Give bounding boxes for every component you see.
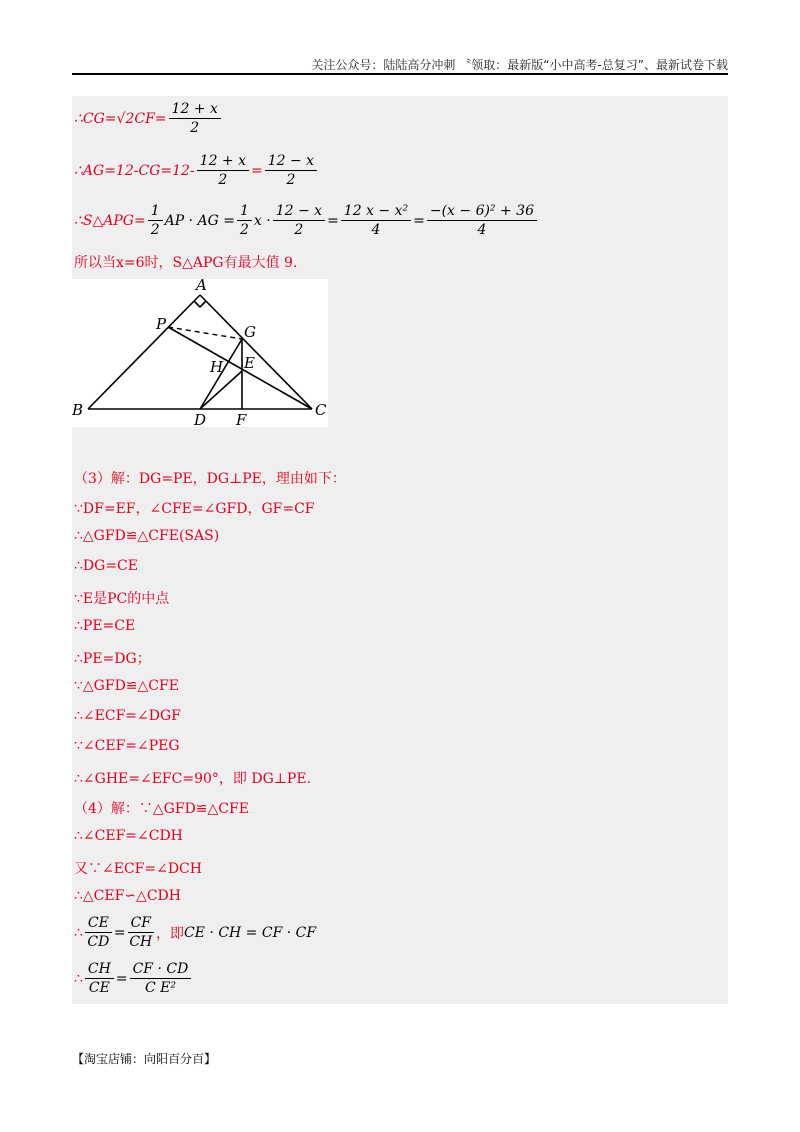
cg-equation bbox=[74, 100, 223, 137]
area-fraction-2 bbox=[237, 202, 252, 239]
ratio-fraction-2 bbox=[128, 914, 154, 951]
area-equation bbox=[74, 202, 539, 239]
cg-fraction-num: 12 + x bbox=[169, 100, 221, 119]
label-h: H bbox=[210, 358, 224, 376]
part3-line-1: （3）解：DG=PE，DG⊥PE，理由如下： bbox=[74, 471, 346, 487]
label-e: E bbox=[244, 354, 255, 372]
part3-line-5: ∵E是PC的中点 bbox=[74, 591, 170, 607]
area-fraction-4-num: 12 x − x² bbox=[341, 202, 411, 221]
area-fraction-2-num: 1 bbox=[237, 202, 252, 221]
ratio-fraction-1 bbox=[85, 914, 112, 951]
area-mid-2: x · bbox=[253, 212, 271, 229]
area-fraction-1 bbox=[148, 202, 163, 239]
part3-line-8: ∵△GFD≌△CFE bbox=[74, 678, 179, 694]
area-mid-1: AP · AG = bbox=[164, 212, 235, 229]
page-footer: 【淘宝店铺：向阳百分百】 bbox=[72, 1052, 217, 1066]
ratio-equation bbox=[74, 914, 316, 951]
ag-fraction-1 bbox=[197, 152, 249, 189]
part3-line-2: ∵DF=EF，∠CFE=∠GFD，GF=CF bbox=[74, 501, 315, 517]
part3-line-10: ∵∠CEF=∠PEG bbox=[74, 738, 180, 754]
ratio-fraction-1-num: CE bbox=[85, 914, 112, 933]
final-equation bbox=[74, 960, 193, 997]
label-f: F bbox=[236, 411, 247, 427]
segment-de bbox=[200, 371, 242, 409]
part3-line-7: ∴PE=DG； bbox=[74, 651, 151, 667]
area-fraction-1-den: 2 bbox=[150, 222, 160, 238]
final-equals: = bbox=[115, 970, 128, 987]
ratio-fraction-2-num: CF bbox=[128, 914, 154, 933]
label-b: B bbox=[72, 401, 84, 419]
area-fraction-3-num: 12 − x bbox=[273, 202, 325, 221]
cg-fraction bbox=[169, 100, 221, 137]
label-g: G bbox=[244, 323, 256, 341]
part3-line-11: ∴∠GHE=∠EFC=90°，即 DG⊥PE. bbox=[74, 771, 312, 787]
part4-line-3: 又∵∠ECF=∠DCH bbox=[74, 861, 202, 877]
ag-fraction-2-num: 12 − x bbox=[265, 152, 317, 171]
segment-ab bbox=[88, 295, 200, 409]
part3-line-9: ∴∠ECF=∠DGF bbox=[74, 708, 181, 724]
final-fraction-2-den: C E² bbox=[144, 980, 176, 996]
area-fraction-3-den: 2 bbox=[294, 222, 304, 238]
final-fraction-2 bbox=[130, 960, 192, 997]
header-rule bbox=[72, 73, 728, 75]
area-fraction-5 bbox=[427, 202, 537, 239]
max-value-line: 所以当x=6时，S△APG有最大值 9. bbox=[74, 255, 298, 271]
area-fraction-5-num: −(x − 6)² + 36 bbox=[427, 202, 537, 221]
part4-line-4: ∴△CEF∽△CDH bbox=[74, 888, 181, 904]
ratio-mid: ，即 bbox=[156, 925, 185, 942]
area-equals-2: = bbox=[413, 212, 425, 229]
part3-line-6: ∴PE=CE bbox=[74, 618, 136, 634]
ratio-fraction-2-den: CH bbox=[129, 934, 153, 950]
area-fraction-5-den: 4 bbox=[477, 222, 487, 238]
ag-fraction-2 bbox=[265, 152, 317, 189]
part4-line-2: ∴∠CEF=∠CDH bbox=[74, 828, 183, 844]
part4-line-1: （4）解：∵△GFD≌△CFE bbox=[74, 801, 249, 817]
final-fraction-1 bbox=[85, 960, 114, 997]
label-c: C bbox=[315, 401, 327, 419]
final-fraction-1-den: CE bbox=[88, 980, 110, 996]
ag-prefix: ∴AG=12-CG=12- bbox=[74, 162, 195, 179]
geometry-diagram bbox=[72, 279, 328, 427]
final-fraction-2-num: CF · CD bbox=[130, 960, 192, 979]
area-fraction-4-den: 4 bbox=[371, 222, 381, 238]
ag-fraction-1-den: 2 bbox=[218, 172, 228, 188]
part3-line-3: ∴△GFD≌△CFE(SAS) bbox=[74, 528, 220, 544]
final-prefix: ∴ bbox=[74, 970, 83, 987]
area-fraction-3 bbox=[273, 202, 325, 239]
page-header: 关注公众号：陆陆高分冲刺 〝领取：最新版“小中高考-总复习”、最新试卷下载 bbox=[311, 58, 728, 72]
ratio-equals: = bbox=[113, 924, 126, 941]
part3-line-4: ∴DG=CE bbox=[74, 558, 138, 574]
right-angle-mark bbox=[194, 301, 206, 307]
cg-fraction-den: 2 bbox=[190, 120, 200, 136]
cg-prefix: ∴CG=√2CF= bbox=[74, 110, 167, 127]
ag-fraction-2-den: 2 bbox=[286, 172, 296, 188]
ag-equation bbox=[74, 152, 319, 189]
ratio-fraction-1-den: CD bbox=[87, 934, 110, 950]
geometry-figure bbox=[72, 279, 328, 427]
area-prefix: ∴S△APG= bbox=[74, 212, 146, 229]
solution-panel bbox=[72, 96, 728, 1004]
final-fraction-1-num: CH bbox=[85, 960, 114, 979]
label-p: P bbox=[156, 315, 167, 333]
area-equals-1: = bbox=[327, 212, 339, 229]
ag-equals: = bbox=[251, 162, 263, 179]
area-fraction-1-num: 1 bbox=[148, 202, 163, 221]
label-d: D bbox=[194, 411, 207, 427]
ag-fraction-1-num: 12 + x bbox=[197, 152, 249, 171]
ratio-prefix: ∴ bbox=[74, 924, 83, 941]
area-fraction-4 bbox=[341, 202, 411, 239]
ratio-tail: CE · CH = CF · CF bbox=[184, 924, 317, 941]
segment-ac bbox=[200, 295, 312, 409]
area-fraction-2-den: 2 bbox=[240, 222, 249, 238]
label-a: A bbox=[196, 279, 207, 294]
